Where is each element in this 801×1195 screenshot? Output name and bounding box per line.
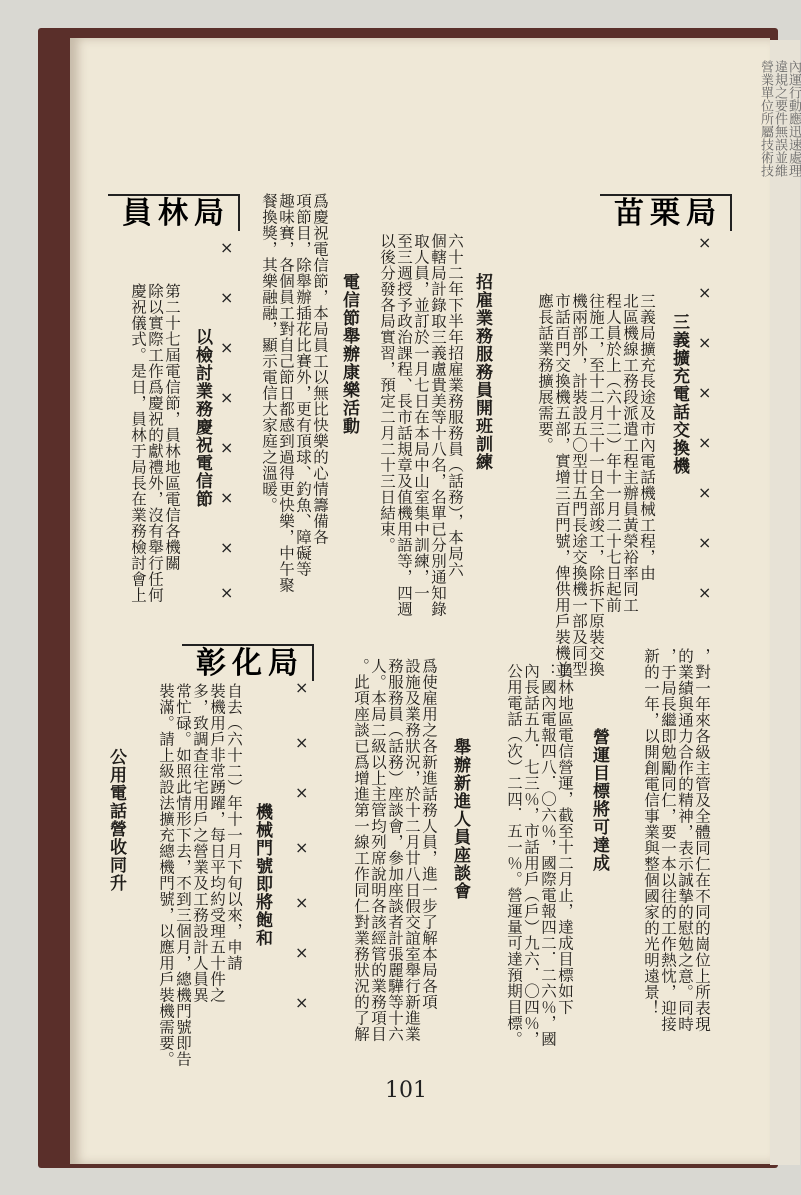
recruit-line: 以後分發各局實習，預定二月二十三日結束。 (378, 233, 396, 553)
separator-x-mark: × (295, 893, 309, 912)
separator-x-mark: × (698, 533, 712, 552)
festival-line: 餐換獎，其樂融融，顯示電信大家庭之溫暖。 (260, 193, 278, 513)
next-page-bleed-line: 違規之要件無誤並維 (772, 60, 787, 177)
miaoli-title-text: 苗栗局 (600, 194, 732, 231)
recruit-line: 個轄局計錄取三義盧貴美等十八名，名單已分別通知錄 (429, 233, 447, 617)
numbers-line: 常忙碌。如照此情形下去，不到三個月，總機門號即告 (174, 683, 192, 1067)
numbers-line: 裝滿。請上級設法擴充總機門號，以應用戶裝機需要。 (157, 683, 175, 1067)
numbers-heading: 機械門號即將飽和 (252, 803, 272, 947)
separator-x-mark: × (295, 678, 309, 697)
separator-x-mark: × (295, 993, 309, 1012)
newstaff-line: 務服務員（話務）座談會，參加座談者計張麗驊等十六 (386, 658, 404, 1042)
next-page-bleed-line: 內運行動應迅速處理 (786, 60, 801, 177)
numbers-body (142, 683, 242, 1113)
recruit-body (368, 233, 463, 633)
newstaff-body (332, 658, 437, 1103)
separator-x-mark: × (220, 388, 234, 407)
newstaff-line: 爲使雇用之各新進話務人員，進一步了解本局各項 (420, 658, 438, 1010)
separator-x-mark: × (698, 333, 712, 352)
review-heading: 以檢討業務慶祝電信節 (192, 328, 212, 508)
continued-line: ，于局長繼即勉勵同仁，要一本以往的工作熱忱，迎接 (659, 648, 677, 1032)
separator-x-mark: × (698, 383, 712, 402)
separator-x-mark: × (698, 583, 712, 602)
separator-x-mark: × (220, 288, 234, 307)
recruit-line: 至三週授予政治課程、長市話規章及值機用語等，四週 (395, 233, 413, 617)
separator-x-mark: × (220, 488, 234, 507)
zhanghua-title-text: 彰化局 (182, 644, 314, 681)
separator-x-mark: × (220, 238, 234, 257)
festival-line: 項節目，除舉辦插花比賽外，更有頂球、釣魚、障礙等 (294, 193, 312, 577)
separator-x-mark: × (698, 283, 712, 302)
newstaff-heading: 舉辦新進人員座談會 (450, 738, 470, 900)
targets-line: 內長話五九．七三％，市話用戶（戶）九六．〇四％， (522, 663, 540, 1047)
separator-x-mark: × (698, 483, 712, 502)
separator-x-mark: × (698, 433, 712, 452)
recruit-line: 取人員，並訂於一月七日在本局中山室集中訓練，一 (412, 233, 430, 601)
sanyi-line: 市話百門交換機五部，實增三百門號，俾供用戶裝機並 (553, 293, 571, 677)
continued-line: 的業績與通力合作的精神，表示誠摯的慰勉之意。同時 (676, 648, 694, 1032)
continued-line: 新的一年，以開創電信事業與整個國家的光明遠景！ (642, 648, 660, 1016)
book-page (70, 38, 773, 1164)
newstaff-line: 設施及業務狀況，於十二月廿八日假交誼室舉行新進業 (403, 658, 421, 1042)
targets-line: ：國內電報四八．〇六％，國際電報四二．二六％，國 (539, 663, 557, 1047)
recruit-line: 六十二年下半年招雇業務服務員（話務），本局六 (446, 233, 464, 578)
targets-heading: 營運目標將可達成 (589, 728, 609, 872)
sanyi-body (530, 293, 656, 677)
review-line: 慶祝儀式。是日，員林于局長在業務檢討會上 (129, 283, 147, 603)
festival-line: 爲慶祝電信節，本局員工以無比快樂的心情籌備各 (311, 193, 329, 545)
separator-x-mark: × (295, 733, 309, 752)
sanyi-line: 往施工，至十二月三十一日全部竣工，除拆下原裝交換 (587, 293, 605, 677)
separator-x-mark: × (295, 838, 309, 857)
next-page-bleed-line: 營業單位所屬技術技 (758, 60, 773, 177)
targets-body (488, 663, 573, 1098)
numbers-line: 自去（六十二）年十一月下旬以來，申請 (225, 683, 243, 971)
continued-body (630, 648, 710, 1098)
numbers-line: 裝機用戶非常踴躍，每日平均約受理五十件之 (208, 683, 226, 1003)
separator-x-mark: × (295, 943, 309, 962)
targets-line: 公用電話（次）二四．五一％。營運量可達預期目標。 (505, 663, 523, 1047)
sanyi-line: 機兩部外，計裝設五〇型廿五門長途交換機一部及同型 (570, 293, 588, 677)
next-page-edge (758, 40, 801, 1165)
festival-heading: 電信節舉辦康樂活動 (339, 273, 359, 435)
newstaff-line: 人。本局二級以上主管均列席說明各該經管的業務項目 (369, 658, 387, 1042)
recruit-heading: 招雇業務服務員開班訓練 (472, 273, 492, 471)
continued-line: ，對一年來各級主管及全體同仁在不同的崗位上所表現 (693, 648, 711, 1032)
numbers-line: 多，致調查往宅用戶之營業及工務設計人員異 (191, 683, 209, 1003)
separator-x-mark: × (220, 538, 234, 557)
review-body (115, 283, 180, 653)
separator-x-mark: × (295, 783, 309, 802)
festival-line: 趣味賽，各個員工對自己節日都感到過得更快樂，中午聚 (277, 193, 295, 593)
sanyi-line: 應長話業務擴展需要。 (536, 293, 554, 453)
separator-x-mark: × (220, 438, 234, 457)
separator-x-mark: × (698, 233, 712, 252)
yuanlin-title-text: 員林局 (108, 194, 240, 231)
yuanlin-bureau-title (108, 188, 240, 232)
sanyi-line: 北區機線工務段派遣工程主辦員黃榮裕率同工 (621, 293, 639, 613)
page-number: 101 (385, 1078, 427, 1103)
newstaff-line: 。此項座談已爲增進第一線工作同仁對業務狀況的了解 (352, 658, 370, 1042)
festival-body (248, 193, 328, 653)
revenue-heading: 公用電話營收同升 (106, 748, 126, 892)
zhanghua-bureau-title (182, 638, 314, 682)
sanyi-heading: 三義擴充電話交換機 (669, 313, 689, 475)
review-line: 第二十七屆電信節，員林地區電信各機關 (163, 283, 181, 571)
next-page-bleed (758, 60, 801, 1040)
separator-x-mark: × (220, 583, 234, 602)
targets-line: 員林地區電信營運，截至十二月止，達成目標如下 (556, 663, 574, 1015)
separator-x-mark: × (220, 338, 234, 357)
review-line: 除以實際工作爲慶祝的獻禮外，沒有舉行任何 (146, 283, 164, 603)
sanyi-line: 三義局擴充長途及市內電話機械工程，由 (638, 293, 656, 581)
miaoli-bureau-title (600, 188, 732, 232)
sanyi-line: 程人員於上（六十二）年十一月二十七日起前 (604, 293, 622, 613)
